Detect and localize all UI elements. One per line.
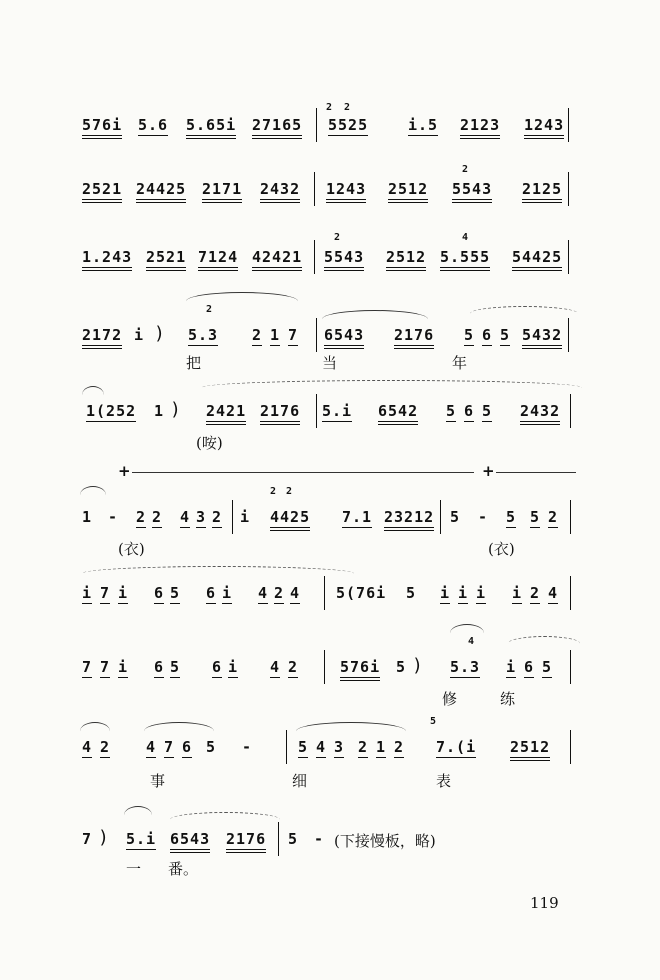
note: 4 xyxy=(316,738,327,756)
note: i xyxy=(512,584,523,602)
slur xyxy=(82,386,104,397)
grace-note: 2 xyxy=(334,232,342,243)
note: i xyxy=(240,508,251,526)
note: 6 xyxy=(154,658,165,676)
score-row-7 xyxy=(0,576,660,616)
note: 2 xyxy=(394,738,405,756)
note: 5 xyxy=(406,584,417,602)
note-group: 5.555 xyxy=(440,248,490,271)
note-group: 2521 xyxy=(82,180,122,203)
note: i xyxy=(222,584,233,602)
grace-note: 2 xyxy=(326,102,334,113)
bar-line xyxy=(316,318,317,352)
note-group: 576i xyxy=(340,658,380,681)
note-group: 4425 xyxy=(270,508,310,531)
note: 5 xyxy=(288,830,299,848)
note-group: 2421 xyxy=(206,402,246,425)
note-group: 2123 xyxy=(460,116,500,139)
note: 5 xyxy=(530,508,541,526)
lyric: 练 xyxy=(500,690,516,708)
note-group: 5543 xyxy=(452,180,492,203)
grace-note: 2 xyxy=(270,486,278,497)
note: i xyxy=(440,584,451,602)
score-row-6 xyxy=(0,486,660,540)
paren: ) xyxy=(98,827,110,848)
note: 5 xyxy=(500,326,511,344)
note: 4 xyxy=(270,658,281,676)
note-group: 1.243 xyxy=(82,248,132,271)
note: 4 xyxy=(82,738,93,756)
note: 5 xyxy=(170,658,181,676)
bar-line xyxy=(316,394,317,428)
paren: ) xyxy=(170,399,182,420)
note: 2 xyxy=(136,508,147,526)
grace-note: 2 xyxy=(344,102,352,113)
grace-note: 5 xyxy=(430,716,438,727)
dash: - xyxy=(314,830,325,848)
note: 2 xyxy=(288,658,299,676)
bar-line xyxy=(314,172,315,206)
note: 7 xyxy=(288,326,299,344)
note: 1 xyxy=(82,508,93,526)
lyric: 表 xyxy=(436,772,452,790)
note-group: 2512 xyxy=(510,738,550,761)
note: i xyxy=(118,658,129,676)
slur xyxy=(82,566,354,575)
note: 4 xyxy=(146,738,157,756)
dash: - xyxy=(242,738,253,756)
score-row-3 xyxy=(0,232,660,280)
note-group: 5.3 xyxy=(450,658,481,676)
slur xyxy=(508,636,580,645)
note-group: 2172 xyxy=(82,326,122,349)
lyric: 修 xyxy=(442,690,458,708)
note: 5 xyxy=(206,738,217,756)
note-group: 2521 xyxy=(146,248,186,271)
note: 1 xyxy=(376,738,387,756)
note: 4 xyxy=(548,584,559,602)
bar-line xyxy=(232,500,233,534)
note-group: 2512 xyxy=(386,248,426,271)
note-group: i.5 xyxy=(408,116,439,134)
lyric: (衣) xyxy=(118,540,145,558)
paren: ) xyxy=(412,655,424,676)
note: i xyxy=(134,326,145,344)
bar-line xyxy=(324,650,325,684)
note: 5 xyxy=(482,402,493,420)
note: 7 xyxy=(100,584,111,602)
bar-line xyxy=(314,240,315,274)
note: 6 xyxy=(206,584,217,602)
note: 6 xyxy=(212,658,223,676)
note-group: 5.6 xyxy=(138,116,169,134)
note: 5 xyxy=(446,402,457,420)
note: 2 xyxy=(252,326,263,344)
score-row-10 xyxy=(0,822,660,862)
note-group: 5525 xyxy=(328,116,369,134)
note-group: 7.1 xyxy=(342,508,373,526)
bar-line xyxy=(568,240,569,274)
note: i xyxy=(476,584,487,602)
note: 2 xyxy=(274,584,285,602)
bar-line xyxy=(324,576,325,610)
lyric: 当 xyxy=(322,354,338,372)
note-group: 1(252 xyxy=(86,402,137,420)
note: 5 xyxy=(506,508,517,526)
note: 1 xyxy=(154,402,165,420)
slur xyxy=(144,722,214,733)
bar-line xyxy=(570,576,571,610)
slur xyxy=(322,310,428,321)
note: i xyxy=(506,658,517,676)
dash: - xyxy=(108,508,119,526)
note: i xyxy=(118,584,129,602)
note-group: 6543 xyxy=(324,326,364,349)
note: 2 xyxy=(212,508,223,526)
note: i xyxy=(458,584,469,602)
note-group: 2432 xyxy=(520,402,560,425)
bar-line xyxy=(570,730,571,764)
slur xyxy=(186,292,298,303)
lyric: 事 xyxy=(150,772,166,790)
note: 5 xyxy=(450,508,461,526)
lyric: (咹) xyxy=(196,434,223,452)
note-group: 24425 xyxy=(136,180,186,203)
note-group: 54425 xyxy=(512,248,562,271)
score-row-9 xyxy=(0,716,660,770)
note: 7 xyxy=(82,658,93,676)
extension-line xyxy=(496,472,576,473)
note-group: 7.(i xyxy=(436,738,477,756)
note-group: 5.3 xyxy=(188,326,219,344)
note: 7 xyxy=(100,658,111,676)
note-group: 7124 xyxy=(198,248,238,271)
note-group: 1243 xyxy=(326,180,366,203)
note-group: 2171 xyxy=(202,180,242,203)
note: 4 xyxy=(258,584,269,602)
grace-note: 2 xyxy=(206,304,214,315)
bar-line xyxy=(568,172,569,206)
grace-note: 4 xyxy=(468,636,476,647)
note: i xyxy=(82,584,93,602)
slur xyxy=(170,812,280,821)
note: 2 xyxy=(358,738,369,756)
note-group: 5543 xyxy=(324,248,364,271)
score-row-5 xyxy=(0,394,660,434)
plus-mark: + xyxy=(118,462,131,480)
note: 6 xyxy=(482,326,493,344)
note: 4 xyxy=(290,584,301,602)
note: 5 xyxy=(170,584,181,602)
note: 5 xyxy=(542,658,553,676)
lyric: 把 xyxy=(186,354,202,372)
note-group: 42421 xyxy=(252,248,302,271)
bar-line xyxy=(316,108,317,142)
note: 4 xyxy=(180,508,191,526)
note-group: 2432 xyxy=(260,180,300,203)
bar-line xyxy=(570,500,571,534)
note-group: 2125 xyxy=(522,180,562,203)
bar-line xyxy=(568,108,569,142)
bar-line xyxy=(568,318,569,352)
note: 2 xyxy=(548,508,559,526)
slur xyxy=(202,380,582,389)
slur xyxy=(450,624,484,635)
note: 2 xyxy=(152,508,163,526)
note-group: 2512 xyxy=(388,180,428,203)
note: 6 xyxy=(464,402,475,420)
note: 2 xyxy=(530,584,541,602)
lyric: 一 xyxy=(126,860,142,878)
lyric: 细 xyxy=(292,772,308,790)
note-group: 5.i xyxy=(126,830,157,848)
slur xyxy=(296,722,406,733)
annotation-text: (下接慢板，略) xyxy=(334,832,436,850)
note: 3 xyxy=(196,508,207,526)
slur xyxy=(124,806,152,817)
note: 5 xyxy=(464,326,475,344)
slur xyxy=(470,306,578,315)
score-row-1 xyxy=(0,102,660,148)
grace-note: 4 xyxy=(462,232,470,243)
score-row-8 xyxy=(0,636,660,690)
note-group: 1243 xyxy=(524,116,564,139)
note-group: 2176 xyxy=(394,326,434,349)
bar-line xyxy=(570,394,571,428)
note-group: 27165 xyxy=(252,116,302,139)
note-group: 23212 xyxy=(384,508,434,531)
note: 5 xyxy=(396,658,407,676)
grace-note: 2 xyxy=(286,486,294,497)
note: 6 xyxy=(182,738,193,756)
note-group: 5(76i xyxy=(336,584,387,602)
extension-line xyxy=(132,472,474,473)
note-group: 5432 xyxy=(522,326,562,349)
note: 2 xyxy=(100,738,111,756)
lyric: 年 xyxy=(452,354,468,372)
lyric: (衣) xyxy=(488,540,515,558)
note: 7 xyxy=(82,830,93,848)
paren: ) xyxy=(154,323,166,344)
note-group: 6542 xyxy=(378,402,418,425)
note: 1 xyxy=(270,326,281,344)
note: i xyxy=(228,658,239,676)
note: 6 xyxy=(524,658,535,676)
score-row-2 xyxy=(0,164,660,212)
note-group: 2176 xyxy=(226,830,266,853)
dash: - xyxy=(478,508,489,526)
note-group: 576i xyxy=(82,116,122,139)
note-group: 5.i xyxy=(322,402,353,420)
note-group: 5.65i xyxy=(186,116,236,139)
plus-mark: + xyxy=(482,462,495,480)
slur xyxy=(80,722,110,733)
bar-line xyxy=(440,500,441,534)
note: 7 xyxy=(164,738,175,756)
note: 3 xyxy=(334,738,345,756)
bar-line xyxy=(286,730,287,764)
slur xyxy=(80,486,106,497)
page-number: 119 xyxy=(530,894,559,912)
note-group: 6543 xyxy=(170,830,210,853)
lyric: 番。 xyxy=(168,860,199,878)
bar-line xyxy=(570,650,571,684)
note: 6 xyxy=(154,584,165,602)
grace-note: 2 xyxy=(462,164,470,175)
note-group: 2176 xyxy=(260,402,300,425)
bar-line xyxy=(278,822,279,856)
note: 5 xyxy=(298,738,309,756)
